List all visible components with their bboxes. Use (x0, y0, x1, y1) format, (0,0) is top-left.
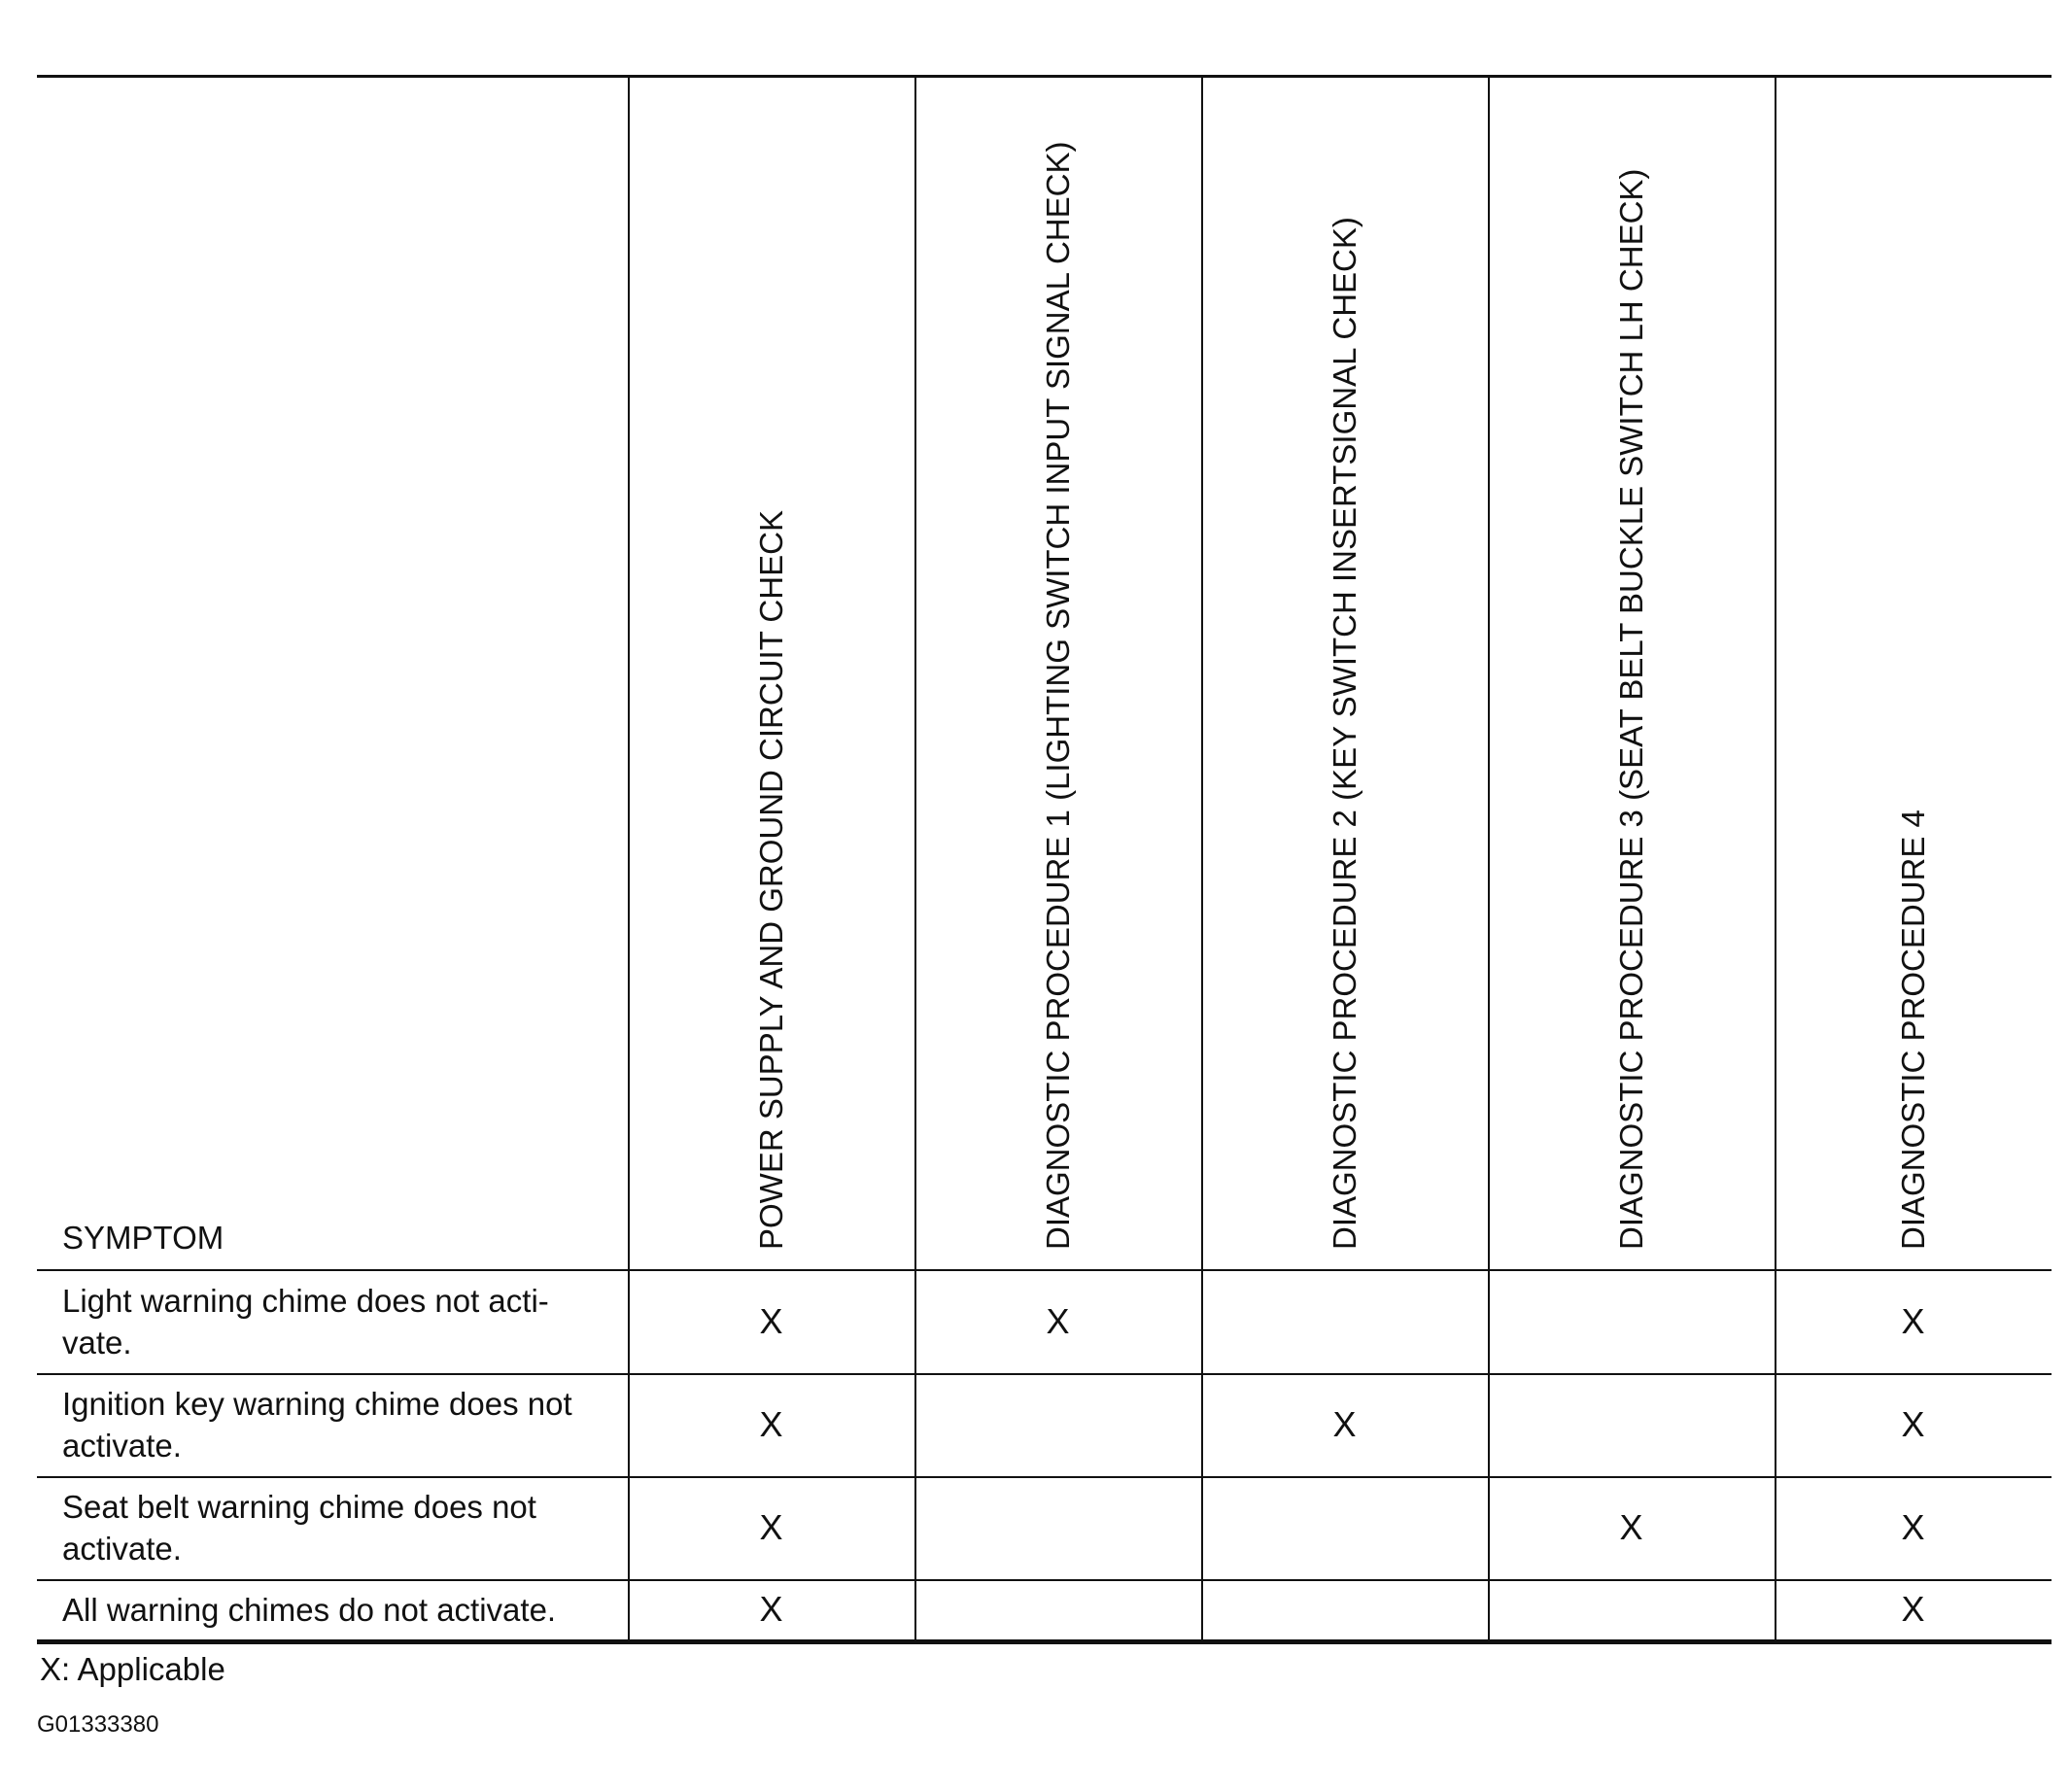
row-divider-3 (37, 1579, 2052, 1581)
applicable-mark: X (759, 1589, 783, 1629)
symptom-cell: Ignition key warning chime does not activate. (62, 1386, 572, 1464)
table-bottom-rule (37, 1639, 2052, 1644)
column-header-3: DIAGNOSTIC PROCEDURE 2 (KEY SWITCH INSERTSIGNAL CHECK) (1326, 217, 1362, 1250)
column-divider-4 (1488, 75, 1490, 1639)
applicable-mark: X (759, 1404, 783, 1444)
symptom-cell: All warning chimes do not activate. (62, 1592, 557, 1628)
header-bottom-rule (37, 1269, 2052, 1271)
row-divider-1 (37, 1373, 2052, 1375)
symptom-cell: Light warning chime does not acti- vate. (62, 1283, 549, 1361)
column-header-4: DIAGNOSTIC PROCEDURE 3 (SEAT BELT BUCKLE SWITCH LH CHECK) (1612, 168, 1649, 1250)
symptom-header: SYMPTOM (62, 1220, 224, 1256)
column-divider-5 (1775, 75, 1776, 1639)
symptom-cell: Seat belt warning chime does not activate. (62, 1489, 536, 1567)
applicable-mark: X (1901, 1507, 1925, 1547)
row-divider-2 (37, 1476, 2052, 1478)
column-header-1: POWER SUPPLY AND GROUND CIRCUIT CHECK (752, 510, 789, 1250)
applicable-mark: X (1619, 1507, 1643, 1547)
figure-code: G01333380 (37, 1711, 159, 1738)
column-header-5: DIAGNOSTIC PROCEDURE 4 (1894, 810, 1931, 1250)
applicable-mark: X (759, 1301, 783, 1341)
applicable-mark: X (1901, 1404, 1925, 1444)
column-divider-1 (628, 75, 630, 1639)
applicable-mark: X (1901, 1589, 1925, 1629)
column-divider-3 (1201, 75, 1203, 1639)
column-divider-2 (914, 75, 916, 1639)
table-top-rule (37, 75, 2052, 78)
applicable-mark: X (1901, 1301, 1925, 1341)
applicable-mark: X (1332, 1404, 1357, 1444)
applicable-mark: X (759, 1507, 783, 1547)
column-header-2: DIAGNOSTIC PROCEDURE 1 (LIGHTING SWITCH INPUT SIGNAL CHECK) (1039, 141, 1076, 1250)
legend-note: X: Applicable (40, 1651, 225, 1687)
applicable-mark: X (1046, 1301, 1070, 1341)
